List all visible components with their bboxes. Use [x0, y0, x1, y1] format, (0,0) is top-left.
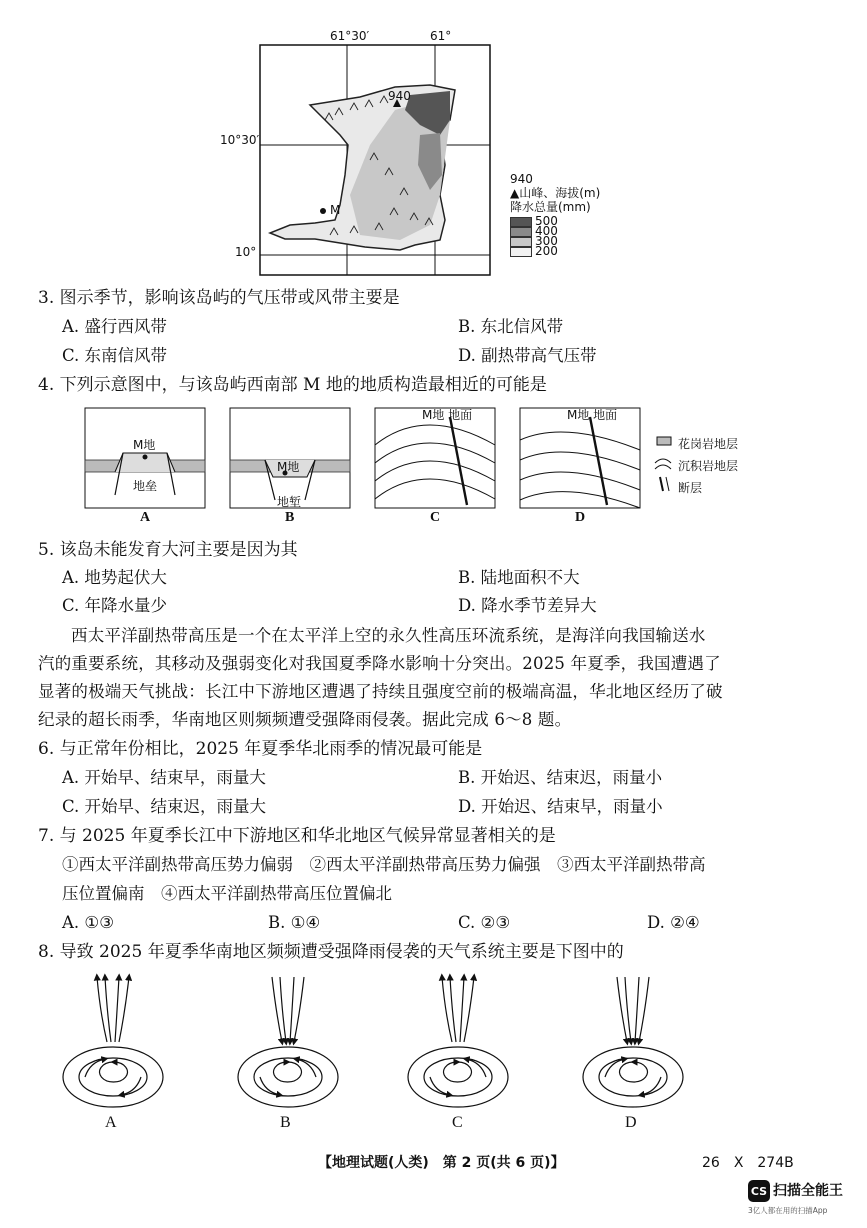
passage-line: 西太平洋副热带高压是一个在太平洋上空的永久性高压环流系统，是海洋向我国输送水 [71, 626, 706, 645]
legend-sediment: 沉积岩地层 [678, 459, 739, 473]
diagram-b-m: M地 [277, 460, 300, 474]
q6-option-d[interactable]: D. 开始迟、结束早，雨量小 [458, 797, 663, 816]
q7-option-d[interactable]: D. ②④ [647, 913, 700, 932]
lon-label-2: 61° [430, 29, 452, 43]
island-map [200, 25, 620, 280]
q3-option-c[interactable]: C. 东南信风带 [62, 346, 168, 365]
legend-precip-title: 降水总量(mm) [510, 200, 591, 214]
q7-option-a[interactable]: A. ①③ [62, 913, 114, 932]
watermark-title: 扫描全能王 [773, 1183, 843, 1199]
q8-letter-c[interactable]: C [452, 1114, 463, 1131]
peak-label: 940 [388, 89, 411, 103]
q8-letter-a[interactable]: A [105, 1114, 117, 1131]
q7-statements-1: ①西太平洋副热带高压势力偏弱 ②西太平洋副热带高压势力偏强 ③西太平洋副热带高 [62, 855, 706, 874]
legend-level: 300 [535, 234, 558, 248]
diagram-d-letter[interactable]: D [575, 510, 586, 525]
map-legend [510, 172, 600, 258]
camscanner-logo-icon: CS [748, 1180, 770, 1202]
q8-letter-b[interactable]: B [280, 1114, 291, 1131]
legend-level: 400 [535, 224, 558, 238]
legend-fault: 断层 [678, 481, 703, 495]
q8-stem: 8. 导致 2025 年夏季华南地区频频遭受强降雨侵袭的天气系统主要是下图中的 [38, 942, 624, 962]
diagram-c-m: M地 地面 [422, 408, 473, 422]
scanner-watermark [745, 1177, 863, 1223]
diagram-a-m: M地 [133, 438, 156, 452]
lat-label-2: 10° [235, 245, 257, 259]
legend-peak-text: 山峰、海拔(m) [519, 186, 601, 200]
q7-statements-2: 压位置偏南 ④西太平洋副热带高压位置偏北 [62, 884, 392, 903]
page-code: 26 X 274B [702, 1155, 794, 1171]
q3-option-d[interactable]: D. 副热带高气压带 [458, 346, 597, 365]
diagram-b-struct: 地堑 [277, 495, 302, 509]
diagram-d-m: M地 地面 [567, 408, 618, 422]
q5-option-b[interactable]: B. 陆地面积不大 [458, 568, 580, 587]
q6-option-a[interactable]: A. 开始早、结束早，雨量大 [62, 768, 266, 787]
legend-level: 200 [535, 244, 558, 258]
passage-line: 纪录的超长雨季，华南地区则频频遭受强降雨侵袭。据此完成 6～8 题。 [38, 710, 572, 729]
legend-granite: 花岗岩地层 [678, 437, 739, 451]
q6-option-b[interactable]: B. 开始迟、结束迟，雨量小 [458, 768, 663, 787]
q6-stem: 6. 与正常年份相比，2025 年夏季华北雨季的情况最可能是 [38, 739, 483, 759]
q5-stem: 5. 该岛未能发育大河主要是因为其 [38, 540, 298, 560]
q6-option-c[interactable]: C. 开始早、结束迟，雨量大 [62, 797, 267, 816]
q8-diagram-graphic [55, 972, 695, 1132]
triangle-icon: ▲ [510, 186, 520, 200]
q8-letter-d[interactable]: D [625, 1114, 637, 1131]
q3-stem: 3. 图示季节，影响该岛屿的气压带或风带主要是 [38, 288, 400, 308]
diagram-a-struct: 地垒 [133, 479, 158, 493]
q3-option-a[interactable]: A. 盛行西风带 [62, 317, 167, 336]
passage [38, 622, 838, 734]
diagram-a-letter[interactable]: A [140, 510, 151, 525]
watermark-subtitle: 3亿人都在用的扫描App [748, 1206, 828, 1215]
passage-line: 汽的重要系统，其移动及强弱变化对我国夏季降水影响十分突出。2025 年夏季，我国遭遇了 [38, 654, 721, 673]
q4-stem: 4. 下列示意图中，与该岛屿西南部 M 地的地质构造最相近的可能是 [38, 375, 547, 395]
diagram-c-letter[interactable]: C [430, 510, 441, 525]
point-m-label: M [330, 203, 341, 217]
q7-stem: 7. 与 2025 年夏季长江中下游地区和华北地区气候异常显著相关的是 [38, 826, 556, 846]
page-footer: 【地理试题(人类) 第 2 页(共 6 页)】 [318, 1155, 565, 1171]
lat-label-1: 10°30′ [220, 133, 260, 147]
q5-option-a[interactable]: A. 地势起伏大 [62, 568, 167, 587]
diagram-b-letter[interactable]: B [285, 510, 295, 525]
q3-option-b[interactable]: B. 东北信风带 [458, 317, 564, 336]
q5-option-c[interactable]: C. 年降水量少 [62, 596, 168, 615]
passage-line: 显著的极端天气挑战：长江中下游地区遭遇了持续且强度空前的极端高温，华北地区经历了破 [38, 682, 723, 701]
legend-peak-value: 940 [510, 172, 533, 186]
q7-option-c[interactable]: C. ②③ [458, 913, 511, 932]
lon-label-1: 61°30′ [330, 29, 370, 43]
q4-diagrams [85, 405, 785, 530]
q5-option-d[interactable]: D. 降水季节差异大 [458, 596, 597, 615]
q7-option-b[interactable]: B. ①④ [268, 913, 321, 932]
legend-level: 500 [535, 214, 558, 228]
q8-diagrams [55, 972, 695, 1132]
